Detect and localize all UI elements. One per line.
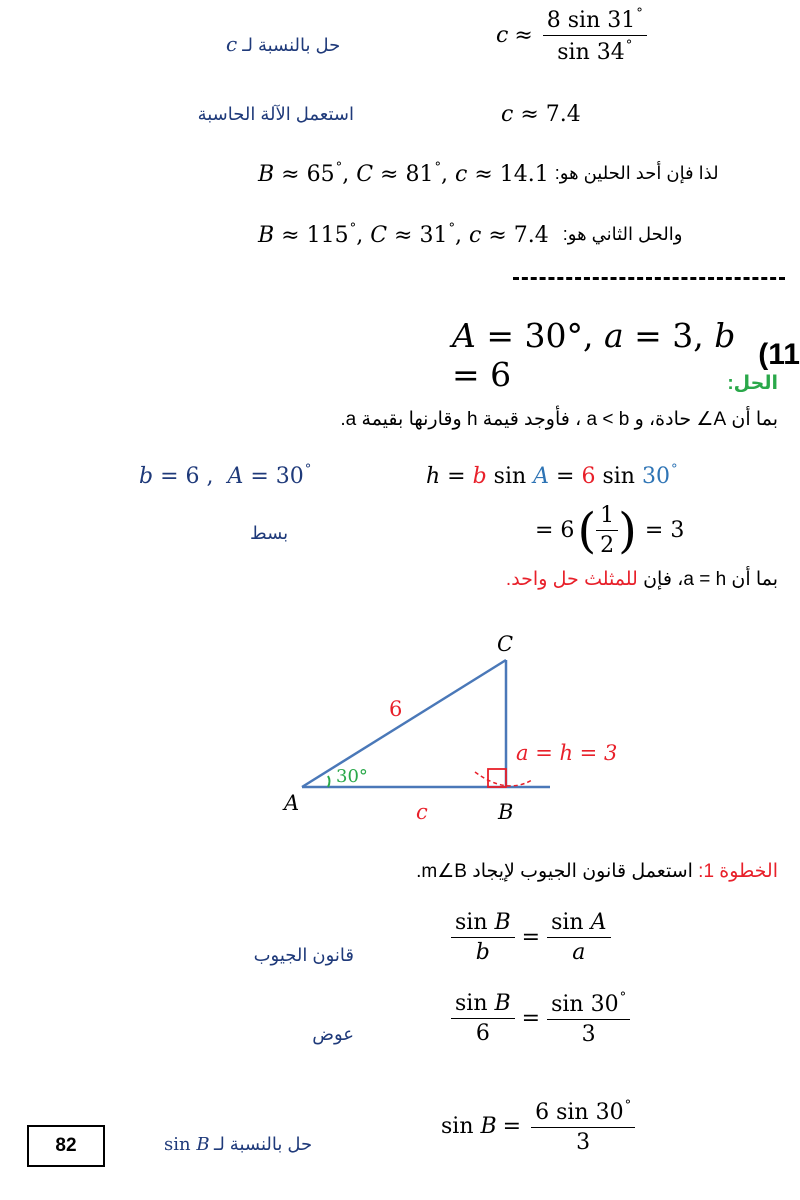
side-a-label: a = h = 3	[516, 741, 618, 765]
substitute-equation: $\frac{\text{sin B}}{6}$ = $\frac{\sin 30^\circ}{3}$	[447, 990, 634, 1047]
sinB-equation: sin B = $\frac{6 \sin 30^\circ}{3}$	[441, 1098, 639, 1155]
vertex-b-label: B	[498, 800, 514, 824]
c-approx-equation: c ≈ $\frac{8 \sin 31^\circ}{\sin 34^\circ}$	[496, 6, 651, 65]
first-solution-line	[258, 160, 719, 187]
step-label-substitute: عوض	[312, 1024, 354, 1044]
angle-a-label: 30°	[336, 766, 368, 787]
triangle-diagram	[270, 600, 570, 800]
step-label-solve-for-c: c حل بالنسبة لـ	[226, 32, 341, 56]
problem-number: (11	[758, 338, 800, 371]
step-label-law-of-sines: قانون الجيوب	[253, 945, 354, 965]
c-denominator: sin 34°	[557, 38, 633, 66]
step-label-solve-for-sinB: sin B حل بالنسبة لـ	[164, 1134, 313, 1155]
law-of-sines-equation: $\frac{\text{sin B}}{b}$ = $\frac{\text{sin A}}{a}$	[447, 910, 615, 966]
arc-marker	[475, 772, 532, 786]
height-formula: h = b sin A = 6 sin 30°	[426, 462, 678, 489]
side-b-label: 6	[389, 697, 403, 721]
given-values: b = 6 , A = 30°	[139, 462, 312, 489]
side-c-label: c	[416, 800, 428, 824]
second-solution-prefix: والحل الثاني هو:	[562, 223, 683, 244]
c-value: c ≈ 7.4	[501, 102, 581, 127]
one-solution-sentence: بما أن a = h، فإن للمثلث حل واحد.	[505, 569, 778, 590]
side-b-line	[302, 660, 506, 787]
vertex-a-label: A	[284, 791, 300, 815]
step-label-simplify: بسط	[250, 523, 289, 543]
first-solution-math: B ≈ 65°, C ≈ 81°, c ≈ 14.1	[258, 160, 549, 187]
page-number: 82	[27, 1125, 105, 1167]
simplify-equation: = 6 ( $\frac{1}{2}$ ) = 3	[535, 502, 685, 559]
vertex-c-label: C	[497, 632, 514, 656]
angle-a-arc	[328, 776, 330, 787]
c-numerator: 8 sin 31°	[543, 6, 647, 36]
problem-givens: A = 30°, a = 3, b = 6	[452, 316, 736, 394]
second-solution-line	[258, 221, 682, 248]
right-angle-marker	[488, 769, 506, 787]
first-solution-prefix: لذا فإن أحد الحلين هو:	[554, 162, 719, 183]
second-solution-math: B ≈ 115°, C ≈ 31°, c ≈ 7.4	[258, 221, 549, 248]
acute-angle-sentence: بما أن A∠ حادة، و a < b ، فأوجد قيمة h وقارنها بقيمة a.	[340, 409, 778, 430]
step-label-use-calculator: استعمل الآلة الحاسبة	[197, 104, 354, 124]
step1-line: الخطوة 1: استعمل قانون الجيوب لإيجاد m∠B.	[416, 861, 778, 882]
section-divider	[513, 277, 785, 280]
solution-heading: الحل:	[727, 373, 778, 394]
